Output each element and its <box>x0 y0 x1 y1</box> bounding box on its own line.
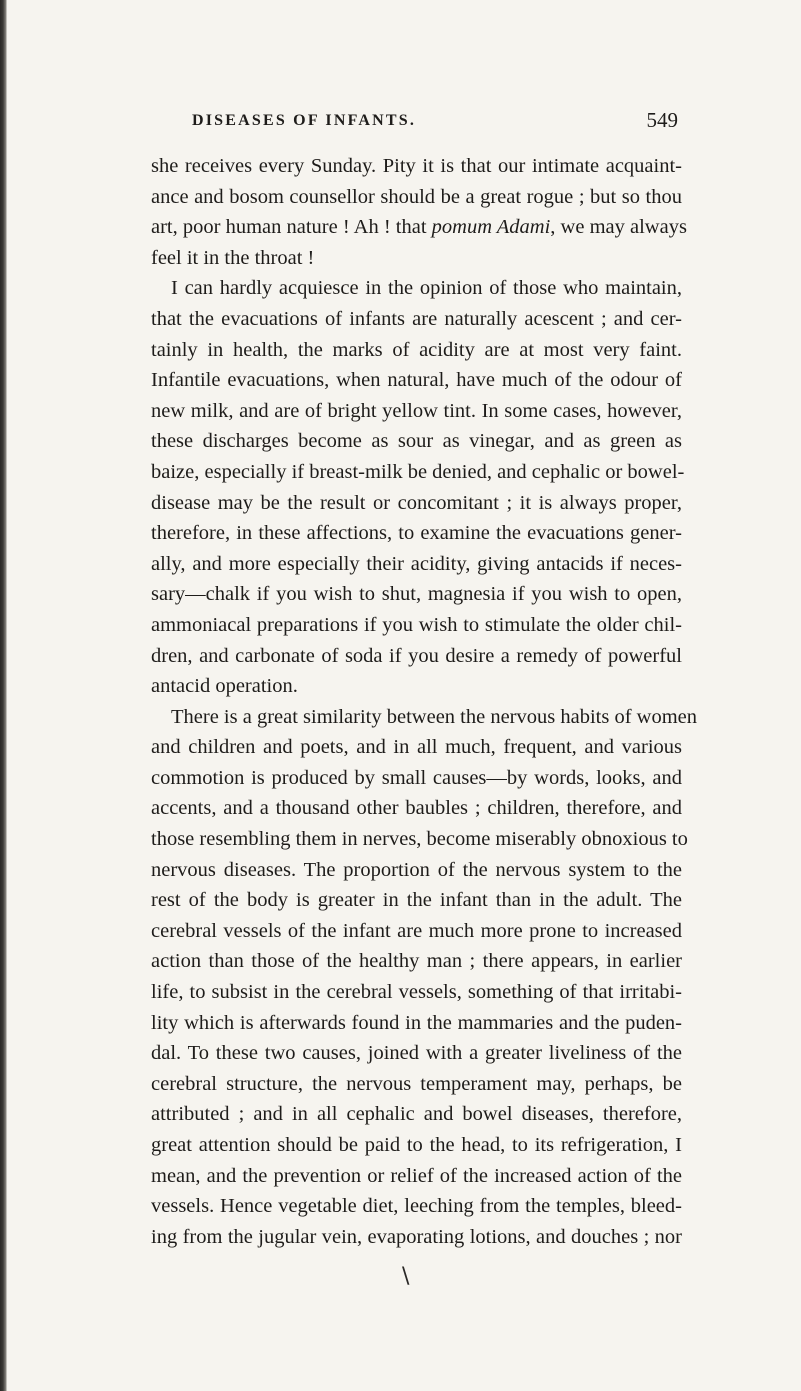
italic-phrase: pomum Adami <box>431 216 551 239</box>
text-line: rest of the body is greater in the infant than in the adult. The <box>151 889 682 912</box>
text-line: ing from the jugular vein, evaporating lotions, and douches ; nor <box>151 1225 682 1248</box>
text-line: great attention should be paid to the head, to its refrigeration, I <box>151 1134 682 1156</box>
paragraph <box>151 151 687 273</box>
running-title: DISEASES OF INFANTS. <box>192 112 417 129</box>
text-line: dal. To these two causes, joined with a greater liveliness of the <box>151 1042 682 1065</box>
text-line: that the evacuations of infants are naturally acescent ; and cer- <box>151 307 682 330</box>
text-line: lity which is afterwards found in the mammaries and the puden- <box>151 1011 682 1034</box>
text-line: these discharges become as sour as vinegar, and as green as <box>151 430 682 453</box>
running-head <box>150 108 690 142</box>
text-line: disease may be the result or concomitant ; it is always proper, <box>151 491 682 514</box>
text-line: baize, especially if breast-milk be denied, and cephalic or bowel- <box>151 460 685 483</box>
text-line: I can hardly acquiesce in the opinion of those who maintain, <box>171 277 682 300</box>
text-line: and children and poets, and in all much, frequent, and various <box>151 736 682 759</box>
text-line: therefore, in these affections, to examine the evacuations gener- <box>151 522 682 545</box>
text-line: she receives every Sunday. Pity it is that our intimate acquaint- <box>151 155 682 177</box>
text-line: life, to subsist in the cerebral vessels, something of that irritabi- <box>151 981 682 1004</box>
text-line: tainly in health, the marks of acidity are at most very faint. <box>151 338 682 361</box>
text-line: ally, and more especially their acidity, giving antacids if neces- <box>151 552 682 575</box>
body-text <box>151 151 698 1252</box>
text-line: nervous diseases. The proportion of the nervous system to the <box>151 858 682 881</box>
paragraph <box>151 702 698 1253</box>
text-line: cerebral vessels of the infant are much more prone to increased <box>151 919 682 942</box>
text-line: mean, and the prevention or relief of the increased action of the <box>151 1164 682 1187</box>
text-line: commotion is produced by small causes—by words, looks, and <box>151 766 682 789</box>
page-number: 549 <box>646 108 678 132</box>
text-line <box>151 212 687 243</box>
footer-mark: \ <box>402 1264 410 1289</box>
text-line: There is a great similarity between the nervous habits of women <box>171 705 698 728</box>
text-line: dren, and carbonate of soda if you desire a remedy of powerful <box>151 644 682 667</box>
text-line: vessels. Hence vegetable diet, leeching from the temples, bleed- <box>151 1195 682 1218</box>
text-line: those resembling them in nerves, become miserably obnoxious to <box>151 828 688 851</box>
text-line: ance and bosom counsellor should be a great rogue ; but so thou <box>151 185 682 208</box>
text-line: new milk, and are of bright yellow tint. In some cases, however, <box>151 399 682 422</box>
text-line: accents, and a thousand other baubles ; children, therefore, and <box>151 797 682 820</box>
text-line: Infantile evacuations, when natural, have much of the odour of <box>151 369 682 392</box>
text-line: antacid operation. <box>151 675 298 698</box>
paragraph <box>151 273 685 701</box>
text-line: ammoniacal preparations if you wish to stimulate the older chil- <box>151 613 682 636</box>
text-run: , we may always <box>550 216 687 239</box>
text-line: feel it in the throat ! <box>151 246 315 269</box>
text-line: attributed ; and in all cephalic and bowel diseases, therefore, <box>151 1103 682 1126</box>
text-line: cerebral structure, the nervous temperament may, perhaps, be <box>151 1072 682 1095</box>
text-line: action than those of the healthy man ; there appears, in earlier <box>151 950 682 973</box>
text-run: art, poor human nature ! Ah ! that <box>151 216 432 239</box>
binding-edge <box>0 0 7 1391</box>
text-line: sary—chalk if you wish to shut, magnesia if you wish to open, <box>151 583 682 606</box>
